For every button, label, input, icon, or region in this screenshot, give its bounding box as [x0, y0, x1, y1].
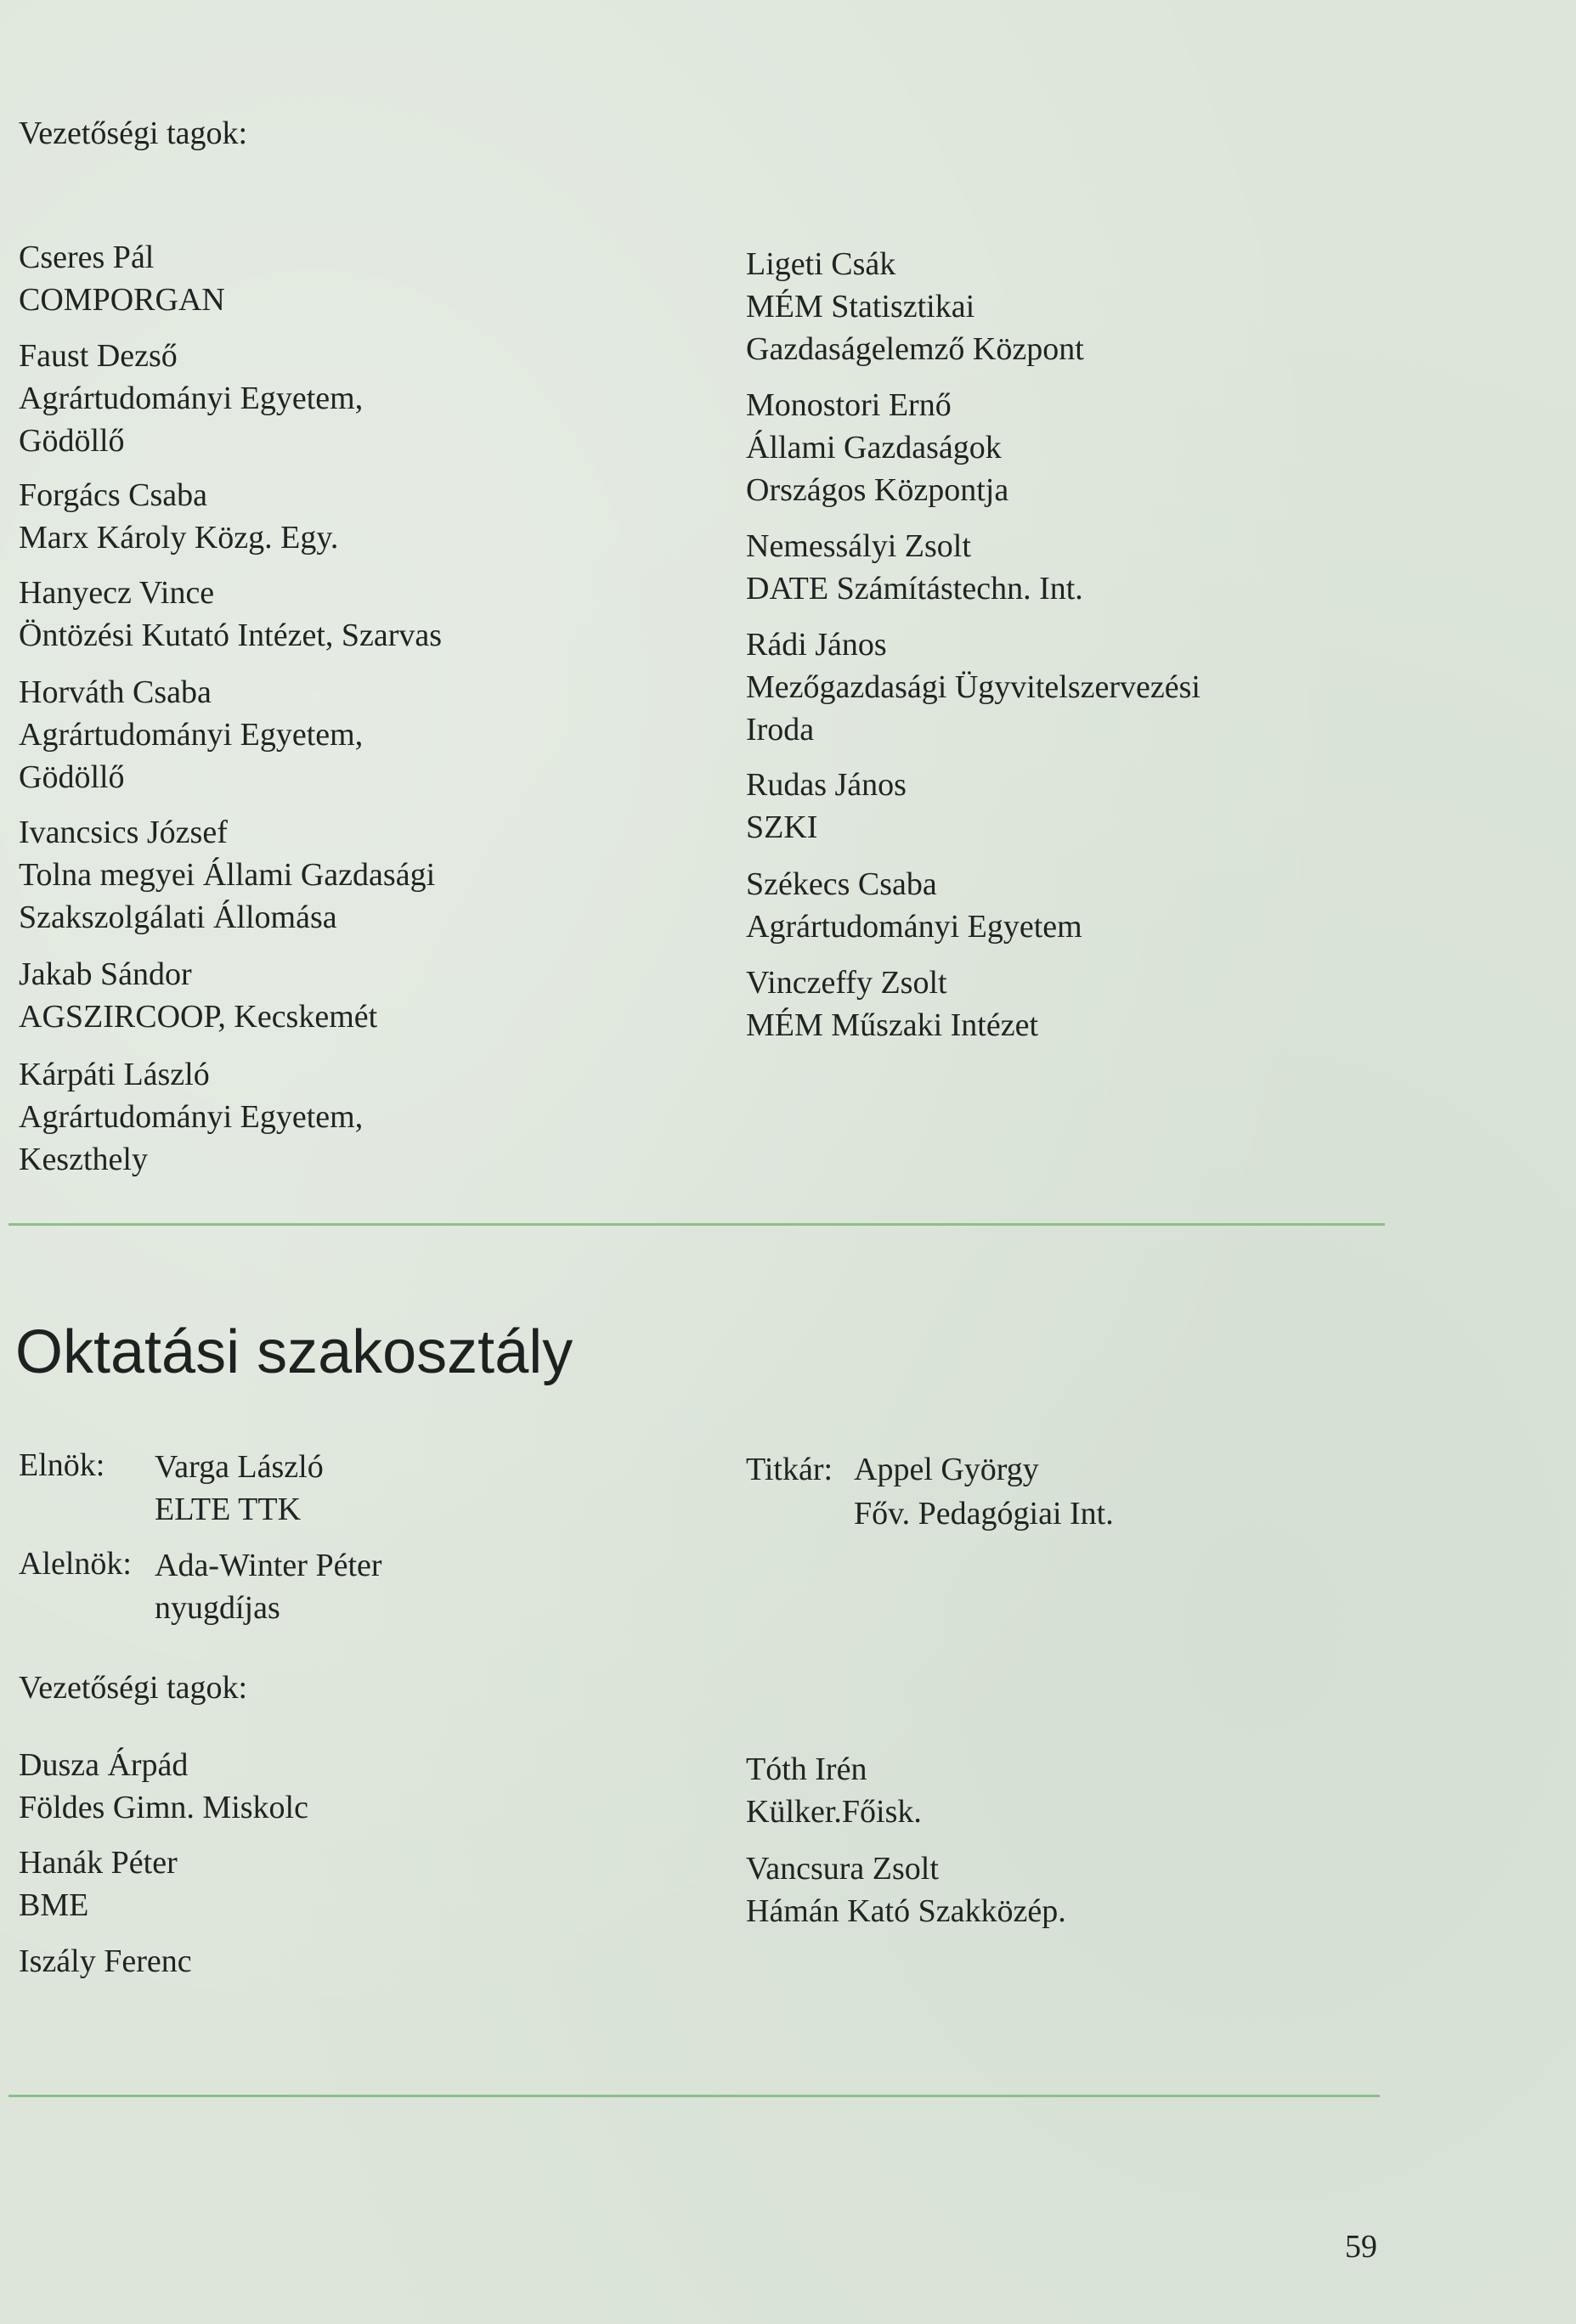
member-org: Mezőgazdasági Ügyvitelszervezési: [746, 669, 1200, 705]
member-name: Hanák Péter: [19, 1845, 178, 1881]
member-org: Iroda: [746, 712, 815, 747]
member-name: Cseres Pál: [19, 240, 155, 275]
member-entry: [19, 811, 435, 939]
section-divider: [8, 2095, 1380, 2097]
member-entry: [746, 384, 1008, 511]
member-entry: [19, 953, 377, 1038]
member-entry: [746, 863, 1082, 948]
member-entry: [746, 525, 1083, 610]
member-name: Tóth Irén: [746, 1751, 867, 1787]
secretary-org: Főv. Pedagógiai Int.: [854, 1496, 1114, 1531]
member-entry: [19, 1053, 363, 1181]
member-entry: [19, 474, 338, 559]
section-divider: [8, 1223, 1385, 1226]
member-org: MÉM Statisztikai: [746, 289, 975, 324]
member-entry: [19, 236, 225, 321]
member-org: Gödöllő: [19, 759, 125, 795]
member-name: Faust Dezső: [19, 338, 178, 374]
member-org: BME: [19, 1887, 89, 1923]
member-name: Iszály Ferenc: [19, 1943, 192, 1979]
secretary-label: Titkár:: [746, 1452, 833, 1487]
member-org: Külker.Főisk.: [746, 1794, 922, 1830]
member-name: Hanyecz Vince: [19, 575, 215, 611]
member-entry: [746, 1748, 922, 1833]
member-org: Marx Károly Közg. Egy.: [19, 520, 339, 556]
member-entry: [19, 335, 363, 462]
member-entry: [746, 243, 1084, 370]
member-name: Rudas János: [746, 767, 907, 803]
member-name: Jakab Sándor: [19, 956, 192, 992]
member-org: Szakszolgálati Állomása: [19, 900, 337, 935]
president-label: Elnök:: [19, 1447, 105, 1483]
member-org: Öntözési Kutató Intézet, Szarvas: [19, 618, 443, 653]
member-entry: [746, 1847, 1066, 1932]
member-org: MÉM Műszaki Intézet: [746, 1007, 1039, 1043]
member-org: Agrártudományi Egyetem,: [19, 1099, 364, 1135]
member-name: Nemessályi Zsolt: [746, 528, 971, 564]
member-org: Agrártudományi Egyetem: [746, 909, 1082, 945]
member-name: Monostori Ernő: [746, 387, 952, 423]
member-entry: [746, 962, 1038, 1046]
member-entry: [746, 764, 907, 849]
member-name: Forgács Csaba: [19, 477, 207, 513]
member-name: Horváth Csaba: [19, 674, 212, 710]
member-org: SZKI: [746, 809, 818, 845]
member-name: Vancsura Zsolt: [746, 1851, 939, 1887]
member-org: DATE Számítástechn. Int.: [746, 571, 1083, 606]
member-org: Agrártudományi Egyetem,: [19, 381, 364, 416]
member-org: Gödöllő: [19, 423, 125, 459]
president-org: ELTE TTK: [155, 1492, 302, 1527]
member-org: COMPORGAN: [19, 282, 225, 318]
member-entry: [19, 1744, 308, 1829]
member-org: Földes Gimn. Miskolc: [19, 1790, 308, 1825]
section-title: Oktatási szakosztály: [15, 1318, 573, 1386]
member-name: Ivancsics József: [19, 815, 228, 850]
board-members-label: Vezetőségi tagok:: [19, 116, 248, 151]
member-entry: [19, 572, 442, 657]
secretary-name: Appel György: [854, 1452, 1039, 1487]
vice-president-label: Alelnök:: [19, 1546, 132, 1582]
member-entry: [19, 671, 363, 798]
member-org: Tolna megyei Állami Gazdasági: [19, 857, 436, 893]
member-entry: [19, 1842, 178, 1926]
member-org: Gazdaságelemző Központ: [746, 331, 1084, 367]
member-org: Országos Központja: [746, 472, 1009, 508]
member-name: Székecs Csaba: [746, 866, 937, 902]
vice-president-name: Ada-Winter Péter: [155, 1548, 382, 1583]
page-number: 59: [1345, 2229, 1377, 2265]
member-name: Ligeti Csák: [746, 246, 896, 282]
member-name: Vinczeffy Zsolt: [746, 965, 947, 1001]
member-org: Agrártudományi Egyetem,: [19, 717, 364, 753]
vice-president-org: nyugdíjas: [155, 1590, 280, 1626]
president-name: Varga László: [155, 1449, 324, 1485]
member-name: Dusza Árpád: [19, 1747, 189, 1783]
member-org: AGSZIRCOOP, Kecskemét: [19, 999, 378, 1035]
member-org: Állami Gazdaságok: [746, 430, 1002, 465]
member-entry: [19, 1940, 192, 1983]
member-org: Hámán Kató Szakközép.: [746, 1893, 1066, 1929]
member-entry: [746, 623, 1200, 751]
member-org: Keszthely: [19, 1142, 148, 1177]
board-members-label: Vezetőségi tagok:: [19, 1670, 248, 1706]
member-name: Rádi János: [746, 627, 887, 663]
member-name: Kárpáti László: [19, 1057, 210, 1092]
